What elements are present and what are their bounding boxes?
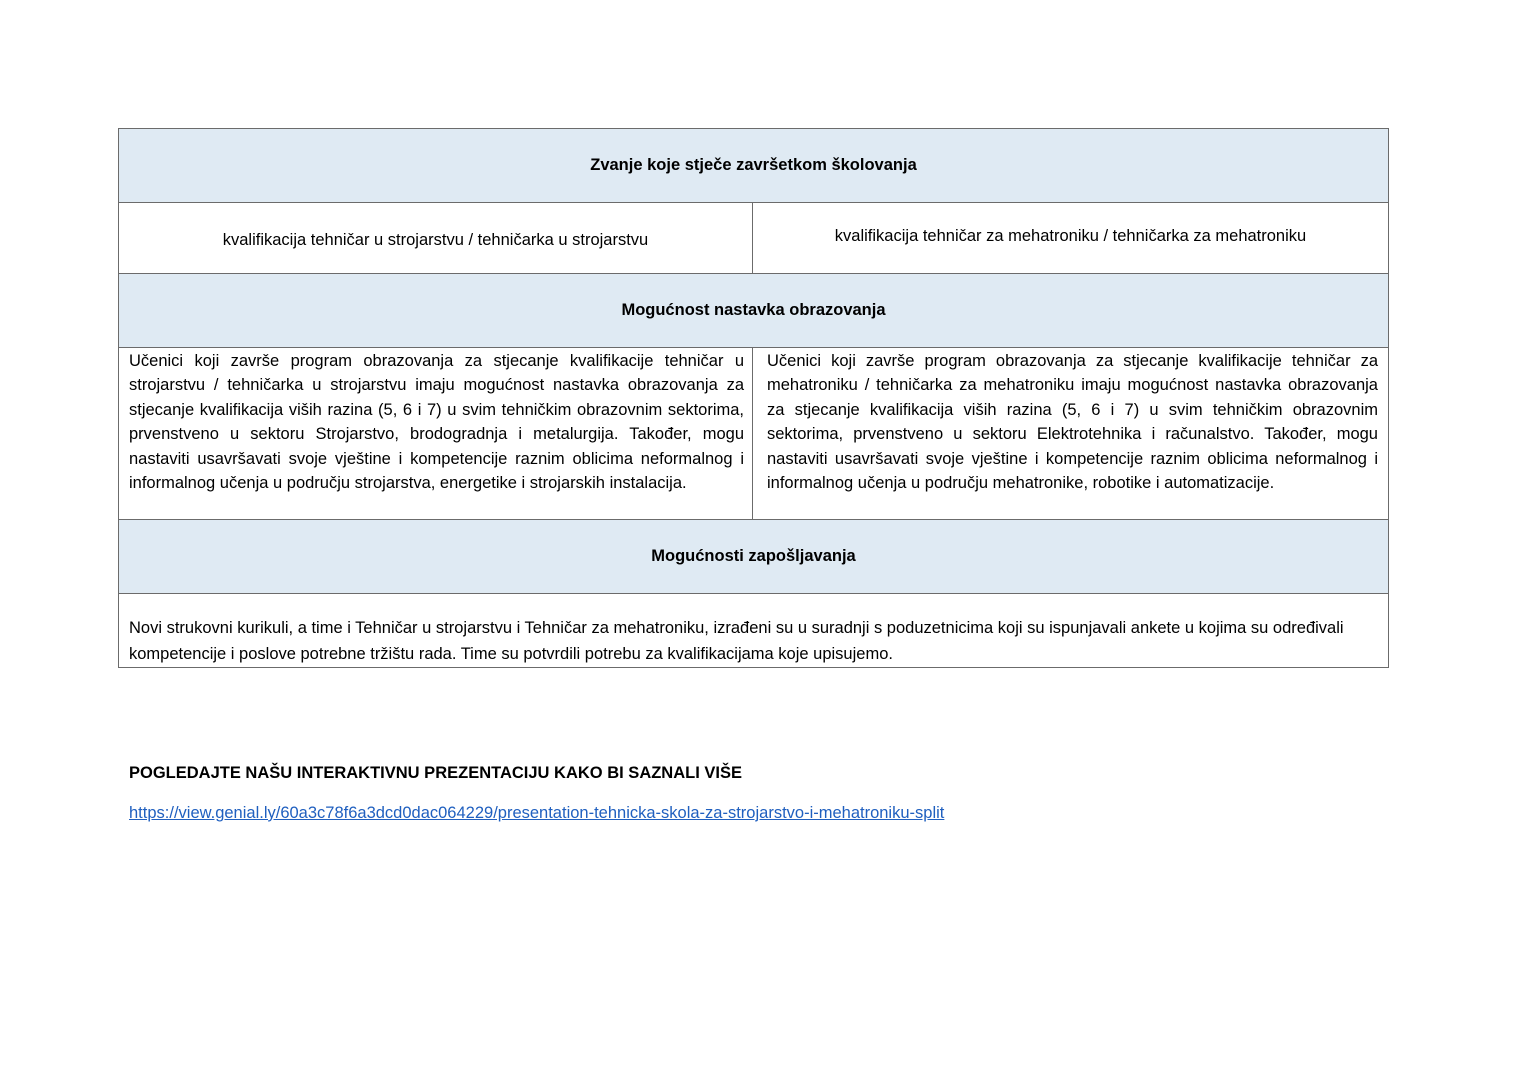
- continuation-header: [119, 274, 1389, 348]
- continuation-right-cell: Učenici koji završe program obrazovanja za stjecanje kvalifikacije tehničar za mehatroniku / tehničarka za mehatroniku imaju mogućnost nastavka obrazovanja za stjecanje kvalifikacija viših razina (5, 6 i 7) u svim tehničkim obrazovnim sektorima, prvenstveno u sektoru Elektrotehnika i računalstvo. Također, mogu nastaviti usavršavati svoje vještine i kompetencije raznim oblicima neformalnog i informalnog učenja u području mehatronike, robotike i automatizacije.: [753, 348, 1389, 520]
- qualification-left-text: kvalifikacija tehničar u strojarstvu / tehničarka u strojarstvu: [222, 230, 649, 249]
- info-table: [118, 128, 1389, 668]
- qualification-right-cell: [753, 203, 1389, 274]
- presentation-link[interactable]: https://view.genial.ly/60a3c78f6a3dcd0dac064229/presentation-tehnicka-skola-za-strojarstvo-i-mehatroniku-split: [129, 804, 945, 822]
- qualification-title-header-text: Zvanje koje stječe završetkom školovanja: [590, 156, 917, 174]
- employment-cell: Novi strukovni kurikuli, a time i Tehničar u strojarstvu i Tehničar za mehatroniku, izrađeni su u suradnji s poduzetnicima koji su ispunjavali ankete u kojima su određivali kompetencije i poslove potrebne tržištu rada. Time su potvrdili potrebu za kvalifikacijama koje upisujemo.: [119, 594, 1389, 668]
- continuation-header-text: Mogućnost nastavka obrazovanja: [621, 301, 886, 319]
- continuation-left-cell: Učenici koji završe program obrazovanja za stjecanje kvalifikacije tehničar u strojarstvu / tehničarka u strojarstvu imaju mogućnost nastavka obrazovanja za stjecanje kvalifikacija viših razina (5, 6 i 7) u svim tehničkim obrazovnim sektorima, prvenstveno u sektoru Strojarstvo, brodogradnja i metalurgija. Također, mogu nastaviti usavršavati svoje vještine i kompetencije raznim oblicima neformalnog i informalnog učenja u području strojarstva, energetike i strojarskih instalacija.: [119, 348, 753, 520]
- employment-header: [119, 520, 1389, 594]
- qualification-left-cell: [119, 203, 753, 274]
- employment-header-text: Mogućnosti zapošljavanja: [651, 547, 856, 565]
- qualification-right-text: kvalifikacija tehničar za mehatroniku / tehničarka za mehatroniku: [834, 226, 1307, 245]
- qualification-title-header: [119, 129, 1389, 203]
- presentation-heading: POGLEDAJTE NAŠU INTERAKTIVNU PREZENTACIJU KAKO BI SAZNALI VIŠE: [129, 764, 742, 782]
